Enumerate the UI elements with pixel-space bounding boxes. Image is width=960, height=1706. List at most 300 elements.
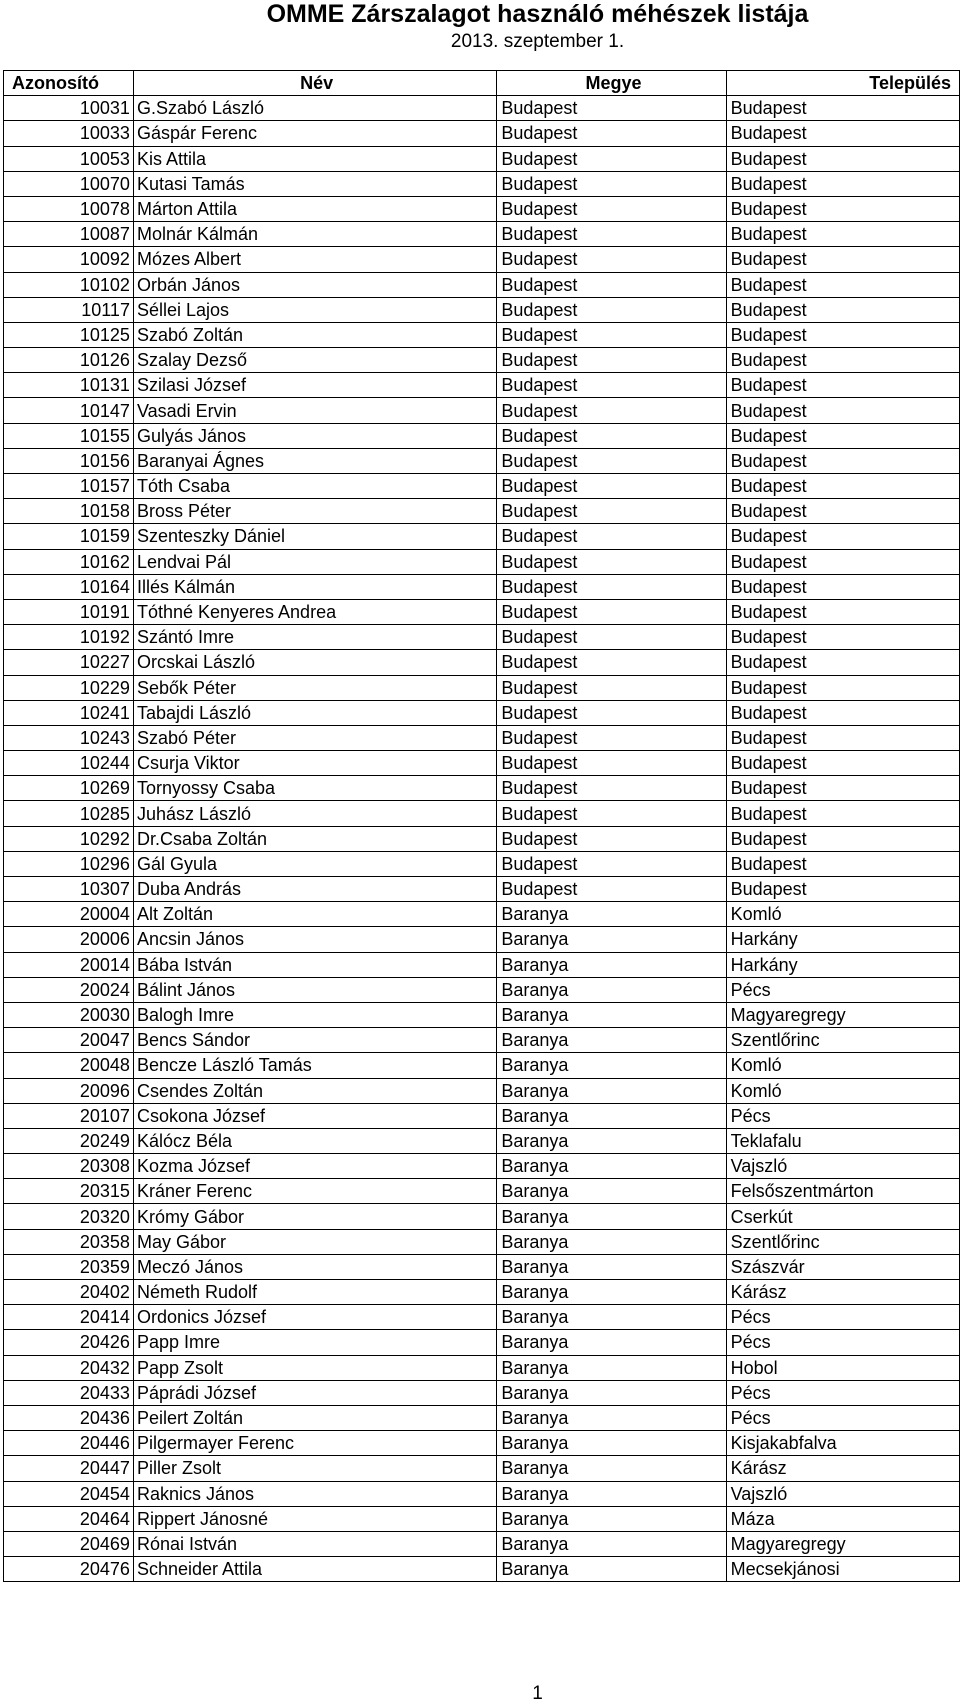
cell-telepules: Budapest xyxy=(726,348,959,373)
cell-nev: Kutasi Tamás xyxy=(133,171,496,196)
cell-azonosito: 20006 xyxy=(4,927,134,952)
cell-telepules: Budapest xyxy=(726,474,959,499)
cell-nev: Bálint János xyxy=(133,977,496,1002)
cell-nev: Vasadi Ervin xyxy=(133,398,496,423)
cell-azonosito: 10296 xyxy=(4,851,134,876)
cell-telepules: Budapest xyxy=(726,96,959,121)
table-row xyxy=(4,801,960,826)
cell-azonosito: 20249 xyxy=(4,1128,134,1153)
cell-telepules: Budapest xyxy=(726,196,959,221)
cell-megye: Budapest xyxy=(497,751,726,776)
table-row xyxy=(4,146,960,171)
cell-azonosito: 10229 xyxy=(4,675,134,700)
table-row xyxy=(4,499,960,524)
cell-megye: Budapest xyxy=(497,297,726,322)
beekeepers-table xyxy=(3,70,960,1582)
cell-nev: Balogh Imre xyxy=(133,1002,496,1027)
table-row xyxy=(4,1128,960,1153)
cell-megye: Budapest xyxy=(497,851,726,876)
page-number: 1 xyxy=(532,1683,543,1704)
cell-azonosito: 10070 xyxy=(4,171,134,196)
cell-azonosito: 20432 xyxy=(4,1355,134,1380)
cell-telepules: Budapest xyxy=(726,625,959,650)
cell-telepules: Budapest xyxy=(726,448,959,473)
cell-telepules: Budapest xyxy=(726,751,959,776)
cell-azonosito: 10078 xyxy=(4,196,134,221)
cell-megye: Baranya xyxy=(497,1053,726,1078)
table-row xyxy=(4,1028,960,1053)
table-row xyxy=(4,1179,960,1204)
cell-telepules: Kisjakabfalva xyxy=(726,1431,959,1456)
cell-nev: Raknics János xyxy=(133,1481,496,1506)
cell-azonosito: 10126 xyxy=(4,348,134,373)
cell-azonosito: 20426 xyxy=(4,1330,134,1355)
cell-telepules: Harkány xyxy=(726,952,959,977)
cell-azonosito: 20047 xyxy=(4,1028,134,1053)
cell-azonosito: 10285 xyxy=(4,801,134,826)
table-row xyxy=(4,725,960,750)
cell-nev: Páprádi József xyxy=(133,1380,496,1405)
cell-megye: Baranya xyxy=(497,1481,726,1506)
cell-megye: Baranya xyxy=(497,1204,726,1229)
table-row xyxy=(4,222,960,247)
cell-azonosito: 20358 xyxy=(4,1229,134,1254)
cell-megye: Budapest xyxy=(497,474,726,499)
cell-telepules: Máza xyxy=(726,1506,959,1531)
cell-telepules: Budapest xyxy=(726,171,959,196)
cell-megye: Baranya xyxy=(497,1405,726,1430)
table-row xyxy=(4,1229,960,1254)
table-row xyxy=(4,927,960,952)
cell-megye: Budapest xyxy=(497,222,726,247)
table-row xyxy=(4,96,960,121)
cell-telepules: Magyaregregy xyxy=(726,1002,959,1027)
cell-megye: Baranya xyxy=(497,1078,726,1103)
cell-megye: Baranya xyxy=(497,1380,726,1405)
cell-telepules: Pécs xyxy=(726,1330,959,1355)
cell-telepules: Budapest xyxy=(726,297,959,322)
cell-megye: Budapest xyxy=(497,700,726,725)
cell-nev: Bross Péter xyxy=(133,499,496,524)
cell-telepules: Budapest xyxy=(726,574,959,599)
cell-azonosito: 10157 xyxy=(4,474,134,499)
cell-nev: Németh Rudolf xyxy=(133,1280,496,1305)
cell-megye: Budapest xyxy=(497,599,726,624)
cell-telepules: Budapest xyxy=(726,851,959,876)
cell-azonosito: 10192 xyxy=(4,625,134,650)
document-date: 2013. szeptember 1. xyxy=(450,31,625,52)
cell-megye: Baranya xyxy=(497,1355,726,1380)
cell-nev: Juhász László xyxy=(133,801,496,826)
table-row xyxy=(4,1305,960,1330)
cell-telepules: Komló xyxy=(726,1053,959,1078)
table-body xyxy=(4,96,960,1582)
cell-telepules: Budapest xyxy=(726,650,959,675)
table-row xyxy=(4,549,960,574)
table-row xyxy=(4,1531,960,1556)
cell-megye: Budapest xyxy=(497,96,726,121)
cell-nev: Tabajdi László xyxy=(133,700,496,725)
cell-azonosito: 20024 xyxy=(4,977,134,1002)
cell-telepules: Pécs xyxy=(726,977,959,1002)
cell-nev: Csurja Viktor xyxy=(133,751,496,776)
cell-nev: Papp Imre xyxy=(133,1330,496,1355)
cell-telepules: Budapest xyxy=(726,499,959,524)
cell-nev: Márton Attila xyxy=(133,196,496,221)
cell-nev: Szántó Imre xyxy=(133,625,496,650)
cell-megye: Baranya xyxy=(497,1128,726,1153)
table-row xyxy=(4,448,960,473)
cell-azonosito: 20030 xyxy=(4,1002,134,1027)
cell-telepules: Budapest xyxy=(726,826,959,851)
cell-nev: Bencze László Tamás xyxy=(133,1053,496,1078)
cell-azonosito: 20048 xyxy=(4,1053,134,1078)
cell-nev: Schneider Attila xyxy=(133,1557,496,1582)
cell-megye: Budapest xyxy=(497,826,726,851)
cell-nev: Szilasi József xyxy=(133,373,496,398)
table-row xyxy=(4,1280,960,1305)
cell-nev: Kozma József xyxy=(133,1154,496,1179)
cell-megye: Budapest xyxy=(497,423,726,448)
cell-megye: Budapest xyxy=(497,398,726,423)
cell-nev: Krómy Gábor xyxy=(133,1204,496,1229)
cell-telepules: Cserkút xyxy=(726,1204,959,1229)
cell-nev: Bába István xyxy=(133,952,496,977)
cell-megye: Budapest xyxy=(497,725,726,750)
cell-nev: Rippert Jánosné xyxy=(133,1506,496,1531)
cell-telepules: Budapest xyxy=(726,373,959,398)
cell-nev: Baranyai Ágnes xyxy=(133,448,496,473)
cell-azonosito: 10102 xyxy=(4,272,134,297)
cell-megye: Budapest xyxy=(497,625,726,650)
cell-telepules: Kárász xyxy=(726,1456,959,1481)
cell-telepules: Kárász xyxy=(726,1280,959,1305)
table-header-row xyxy=(4,71,960,96)
cell-azonosito: 10131 xyxy=(4,373,134,398)
cell-telepules: Budapest xyxy=(726,247,959,272)
cell-telepules: Hobol xyxy=(726,1355,959,1380)
cell-nev: Molnár Kálmán xyxy=(133,222,496,247)
cell-telepules: Teklafalu xyxy=(726,1128,959,1153)
cell-nev: Ancsin János xyxy=(133,927,496,952)
table-row xyxy=(4,977,960,1002)
table-row xyxy=(4,1456,960,1481)
cell-azonosito: 20414 xyxy=(4,1305,134,1330)
cell-telepules: Budapest xyxy=(726,700,959,725)
cell-azonosito: 20464 xyxy=(4,1506,134,1531)
cell-megye: Baranya xyxy=(497,1305,726,1330)
cell-nev: Csokona József xyxy=(133,1103,496,1128)
cell-azonosito: 10031 xyxy=(4,96,134,121)
cell-telepules: Pécs xyxy=(726,1305,959,1330)
cell-azonosito: 20469 xyxy=(4,1531,134,1556)
table-row xyxy=(4,1002,960,1027)
cell-telepules: Budapest xyxy=(726,675,959,700)
table-row xyxy=(4,1053,960,1078)
cell-azonosito: 10033 xyxy=(4,121,134,146)
cell-telepules: Vajszló xyxy=(726,1481,959,1506)
table-row xyxy=(4,599,960,624)
cell-nev: Csendes Zoltán xyxy=(133,1078,496,1103)
cell-nev: Séllei Lajos xyxy=(133,297,496,322)
cell-azonosito: 20359 xyxy=(4,1254,134,1279)
cell-telepules: Komló xyxy=(726,902,959,927)
cell-azonosito: 20308 xyxy=(4,1154,134,1179)
cell-nev: Kis Attila xyxy=(133,146,496,171)
cell-azonosito: 10087 xyxy=(4,222,134,247)
cell-azonosito: 10191 xyxy=(4,599,134,624)
table-row xyxy=(4,272,960,297)
cell-azonosito: 20446 xyxy=(4,1431,134,1456)
cell-telepules: Mecsekjánosi xyxy=(726,1557,959,1582)
cell-telepules: Budapest xyxy=(726,524,959,549)
cell-megye: Baranya xyxy=(497,1028,726,1053)
cell-azonosito: 20436 xyxy=(4,1405,134,1430)
cell-megye: Budapest xyxy=(497,776,726,801)
cell-telepules: Vajszló xyxy=(726,1154,959,1179)
table-row xyxy=(4,423,960,448)
cell-megye: Budapest xyxy=(497,373,726,398)
cell-nev: Ordonics József xyxy=(133,1305,496,1330)
cell-nev: Pilgermayer Ferenc xyxy=(133,1431,496,1456)
cell-nev: Piller Zsolt xyxy=(133,1456,496,1481)
cell-megye: Baranya xyxy=(497,1103,726,1128)
table-row xyxy=(4,1557,960,1582)
cell-telepules: Budapest xyxy=(726,877,959,902)
cell-telepules: Budapest xyxy=(726,222,959,247)
document-title: OMME Zárszalagot használó méhészek listája xyxy=(266,0,809,28)
cell-megye: Budapest xyxy=(497,348,726,373)
cell-megye: Budapest xyxy=(497,247,726,272)
table-row xyxy=(4,247,960,272)
cell-nev: Tóth Csaba xyxy=(133,474,496,499)
cell-megye: Budapest xyxy=(497,549,726,574)
table-row xyxy=(4,322,960,347)
header-megye: Megye xyxy=(497,71,726,96)
cell-azonosito: 10147 xyxy=(4,398,134,423)
cell-azonosito: 10241 xyxy=(4,700,134,725)
cell-telepules: Budapest xyxy=(726,549,959,574)
cell-megye: Baranya xyxy=(497,1002,726,1027)
cell-azonosito: 10292 xyxy=(4,826,134,851)
cell-megye: Baranya xyxy=(497,1254,726,1279)
table-row xyxy=(4,1431,960,1456)
cell-azonosito: 20315 xyxy=(4,1179,134,1204)
table-row xyxy=(4,297,960,322)
table-row xyxy=(4,574,960,599)
cell-nev: Illés Kálmán xyxy=(133,574,496,599)
cell-megye: Baranya xyxy=(497,1280,726,1305)
cell-azonosito: 10162 xyxy=(4,549,134,574)
cell-nev: Peilert Zoltán xyxy=(133,1405,496,1430)
cell-nev: May Gábor xyxy=(133,1229,496,1254)
cell-nev: Papp Zsolt xyxy=(133,1355,496,1380)
cell-telepules: Budapest xyxy=(726,599,959,624)
cell-azonosito: 10158 xyxy=(4,499,134,524)
table-row xyxy=(4,1506,960,1531)
cell-telepules: Pécs xyxy=(726,1380,959,1405)
cell-telepules: Szászvár xyxy=(726,1254,959,1279)
cell-megye: Baranya xyxy=(497,1506,726,1531)
cell-megye: Budapest xyxy=(497,171,726,196)
table-row xyxy=(4,524,960,549)
cell-telepules: Budapest xyxy=(726,725,959,750)
table-row xyxy=(4,751,960,776)
cell-megye: Budapest xyxy=(497,650,726,675)
table-row xyxy=(4,877,960,902)
cell-telepules: Pécs xyxy=(726,1103,959,1128)
cell-megye: Baranya xyxy=(497,977,726,1002)
table-row xyxy=(4,625,960,650)
cell-telepules: Harkány xyxy=(726,927,959,952)
table-row xyxy=(4,700,960,725)
cell-azonosito: 20433 xyxy=(4,1380,134,1405)
cell-megye: Budapest xyxy=(497,877,726,902)
cell-nev: Gáspár Ferenc xyxy=(133,121,496,146)
cell-azonosito: 20320 xyxy=(4,1204,134,1229)
cell-nev: Orcskai László xyxy=(133,650,496,675)
header-azonosito: Azonosító xyxy=(4,71,134,96)
cell-megye: Budapest xyxy=(497,146,726,171)
cell-nev: Rónai István xyxy=(133,1531,496,1556)
cell-nev: Sebők Péter xyxy=(133,675,496,700)
cell-telepules: Szentlőrinc xyxy=(726,1229,959,1254)
cell-azonosito: 10244 xyxy=(4,751,134,776)
table-row xyxy=(4,1254,960,1279)
cell-megye: Baranya xyxy=(497,1179,726,1204)
cell-megye: Baranya xyxy=(497,1456,726,1481)
table-row xyxy=(4,196,960,221)
table-row xyxy=(4,1380,960,1405)
cell-azonosito: 20447 xyxy=(4,1456,134,1481)
cell-azonosito: 10243 xyxy=(4,725,134,750)
cell-nev: Kráner Ferenc xyxy=(133,1179,496,1204)
cell-telepules: Budapest xyxy=(726,398,959,423)
cell-azonosito: 20004 xyxy=(4,902,134,927)
cell-nev: Dr.Csaba Zoltán xyxy=(133,826,496,851)
table-row xyxy=(4,826,960,851)
cell-telepules: Budapest xyxy=(726,272,959,297)
cell-nev: Gulyás János xyxy=(133,423,496,448)
cell-telepules: Budapest xyxy=(726,322,959,347)
cell-nev: Duba András xyxy=(133,877,496,902)
table-row xyxy=(4,348,960,373)
cell-telepules: Budapest xyxy=(726,121,959,146)
table-row xyxy=(4,902,960,927)
cell-telepules: Komló xyxy=(726,1078,959,1103)
header-nev: Név xyxy=(133,71,496,96)
cell-azonosito: 10227 xyxy=(4,650,134,675)
cell-megye: Baranya xyxy=(497,1229,726,1254)
cell-nev: Meczó János xyxy=(133,1254,496,1279)
cell-megye: Budapest xyxy=(497,196,726,221)
cell-telepules: Felsőszentmárton xyxy=(726,1179,959,1204)
cell-telepules: Szentlőrinc xyxy=(726,1028,959,1053)
table-row xyxy=(4,675,960,700)
cell-nev: Alt Zoltán xyxy=(133,902,496,927)
cell-azonosito: 10307 xyxy=(4,877,134,902)
cell-nev: Bencs Sándor xyxy=(133,1028,496,1053)
cell-azonosito: 10053 xyxy=(4,146,134,171)
cell-nev: Tóthné Kenyeres Andrea xyxy=(133,599,496,624)
cell-nev: Lendvai Pál xyxy=(133,549,496,574)
table-row xyxy=(4,1355,960,1380)
cell-megye: Budapest xyxy=(497,121,726,146)
cell-telepules: Budapest xyxy=(726,146,959,171)
cell-azonosito: 10125 xyxy=(4,322,134,347)
cell-megye: Budapest xyxy=(497,801,726,826)
table-row xyxy=(4,1481,960,1506)
table-row xyxy=(4,1103,960,1128)
table-row xyxy=(4,1154,960,1179)
cell-megye: Baranya xyxy=(497,1431,726,1456)
cell-azonosito: 10092 xyxy=(4,247,134,272)
cell-nev: Kálócz Béla xyxy=(133,1128,496,1153)
cell-azonosito: 20096 xyxy=(4,1078,134,1103)
cell-telepules: Magyaregregy xyxy=(726,1531,959,1556)
cell-megye: Budapest xyxy=(497,272,726,297)
cell-azonosito: 10117 xyxy=(4,297,134,322)
cell-megye: Baranya xyxy=(497,1557,726,1582)
table-row xyxy=(4,1078,960,1103)
table-row xyxy=(4,1330,960,1355)
cell-azonosito: 20454 xyxy=(4,1481,134,1506)
cell-azonosito: 20476 xyxy=(4,1557,134,1582)
cell-megye: Baranya xyxy=(497,902,726,927)
cell-megye: Baranya xyxy=(497,1531,726,1556)
cell-megye: Budapest xyxy=(497,499,726,524)
cell-megye: Budapest xyxy=(497,322,726,347)
cell-telepules: Budapest xyxy=(726,423,959,448)
table-row xyxy=(4,1405,960,1430)
cell-megye: Budapest xyxy=(497,524,726,549)
cell-nev: Szenteszky Dániel xyxy=(133,524,496,549)
table-row xyxy=(4,171,960,196)
table-row xyxy=(4,121,960,146)
cell-nev: Gál Gyula xyxy=(133,851,496,876)
table-row xyxy=(4,650,960,675)
cell-azonosito: 10155 xyxy=(4,423,134,448)
cell-azonosito: 10159 xyxy=(4,524,134,549)
table-row xyxy=(4,373,960,398)
cell-megye: Baranya xyxy=(497,1154,726,1179)
cell-azonosito: 20402 xyxy=(4,1280,134,1305)
header-telepules: Település xyxy=(726,71,959,96)
table-row xyxy=(4,398,960,423)
cell-nev: Mózes Albert xyxy=(133,247,496,272)
cell-azonosito: 10156 xyxy=(4,448,134,473)
cell-telepules: Budapest xyxy=(726,801,959,826)
cell-telepules: Budapest xyxy=(726,776,959,801)
cell-megye: Baranya xyxy=(497,927,726,952)
cell-telepules: Pécs xyxy=(726,1405,959,1430)
table-row xyxy=(4,952,960,977)
cell-azonosito: 20107 xyxy=(4,1103,134,1128)
cell-azonosito: 10164 xyxy=(4,574,134,599)
cell-nev: Orbán János xyxy=(133,272,496,297)
cell-megye: Baranya xyxy=(497,1330,726,1355)
cell-nev: Szabó Péter xyxy=(133,725,496,750)
cell-megye: Budapest xyxy=(497,574,726,599)
table-row xyxy=(4,851,960,876)
cell-megye: Baranya xyxy=(497,952,726,977)
cell-megye: Budapest xyxy=(497,675,726,700)
table-row xyxy=(4,474,960,499)
cell-nev: Szalay Dezső xyxy=(133,348,496,373)
cell-azonosito: 20014 xyxy=(4,952,134,977)
table-row xyxy=(4,1204,960,1229)
cell-azonosito: 10269 xyxy=(4,776,134,801)
